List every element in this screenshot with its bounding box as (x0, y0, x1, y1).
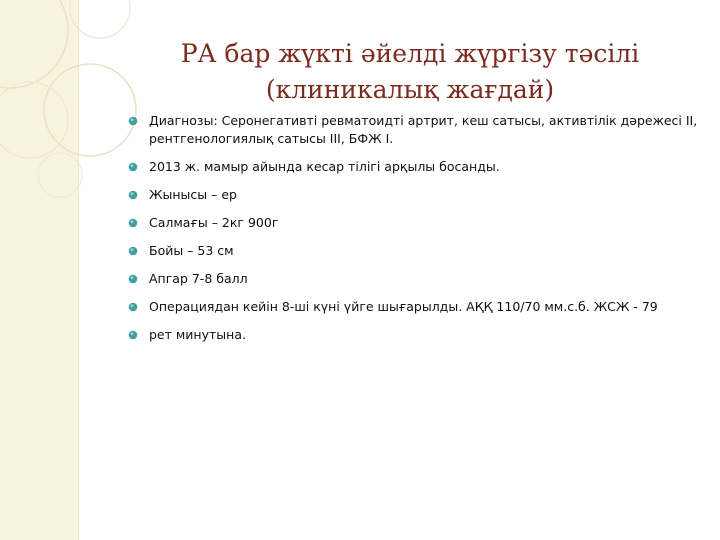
list-item-text: рет минутына. (149, 327, 246, 342)
list-item (128, 112, 708, 148)
teal-circle-bullet-icon (128, 246, 138, 256)
title-line-2: (клиникалық жағдай) (265, 75, 555, 104)
teal-circle-bullet-icon (128, 274, 138, 284)
title-line-1: РА бар жүкті әйелді жүргізу тәсілі (180, 39, 640, 68)
teal-circle-bullet-icon (128, 116, 138, 126)
teal-circle-bullet-icon (128, 162, 138, 172)
slide-title (130, 36, 690, 108)
teal-circle-bullet-icon (128, 190, 138, 200)
list-item-text: 2013 ж. мамыр айында кесар тілігі арқылы босанды. (149, 159, 500, 174)
circle-ornament-icon (0, 0, 140, 200)
bullet-list (128, 112, 708, 354)
list-item-text: Диагнозы: Серонегативті ревматоидті артрит, кеш сатысы, активтілік дәрежесі II, рентгенологиялық сатысы III, БФЖ I. (149, 113, 698, 146)
teal-circle-bullet-icon (128, 302, 138, 312)
list-item (128, 214, 708, 232)
list-item-text: Бойы – 53 см (149, 243, 234, 258)
list-item (128, 270, 708, 288)
list-item (128, 298, 708, 316)
list-item-text: Апгар 7-8 балл (149, 271, 248, 286)
list-item-text: Операциядан кейін 8-ші күні үйге шығарылды. АҚҚ 110/70 мм.с.б. ЖСЖ - 79 (149, 299, 658, 314)
list-item (128, 242, 708, 260)
teal-circle-bullet-icon (128, 330, 138, 340)
teal-circle-bullet-icon (128, 218, 138, 228)
list-item (128, 326, 708, 344)
list-item (128, 158, 708, 176)
list-item (128, 186, 708, 204)
list-item-text: Салмағы – 2кг 900г (149, 215, 279, 230)
list-item-text: Жынысы – ер (149, 187, 237, 202)
